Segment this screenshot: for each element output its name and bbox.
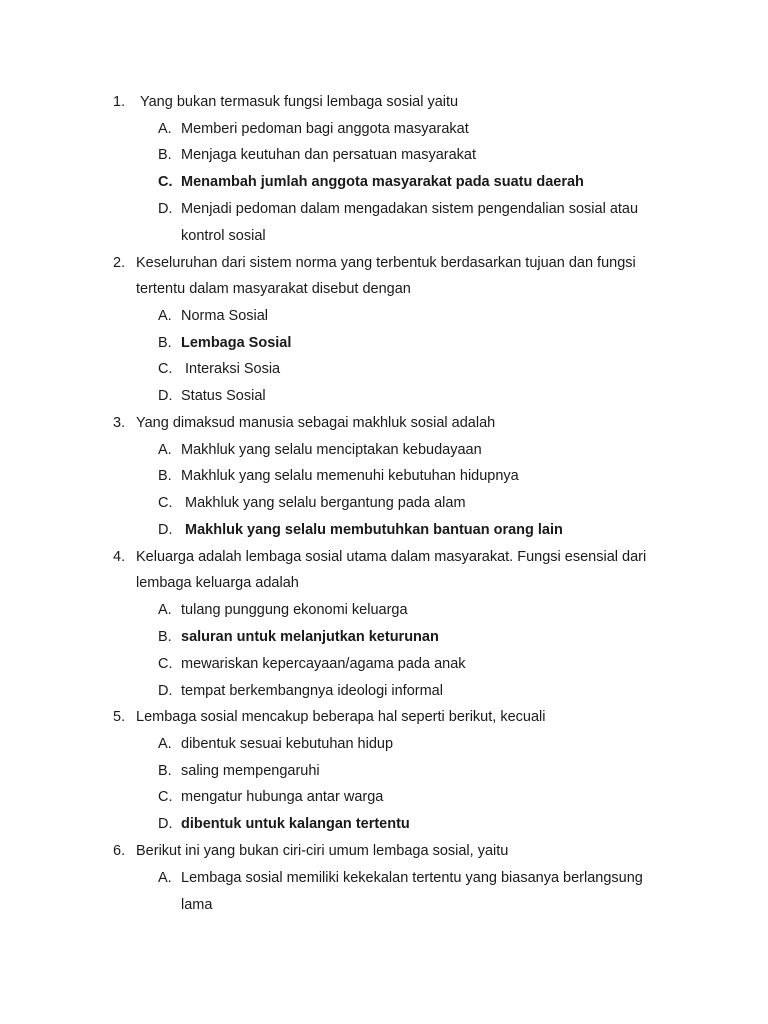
option-text: Menjadi pedoman dalam mengadakan sistem pengendalian sosial atau xyxy=(181,201,639,217)
question-number: 4. xyxy=(113,549,126,565)
option-text: Menjaga keutuhan dan persatuan masyarakat xyxy=(181,147,477,163)
option-text: tulang punggung ekonomi keluarga xyxy=(181,602,408,618)
question-number: 3. xyxy=(113,415,126,431)
option-text: Makhluk yang selalu bergantung pada alam xyxy=(185,495,466,511)
option-letter: A. xyxy=(158,121,172,137)
option-letter: A. xyxy=(158,736,172,752)
option-text: Memberi pedoman bagi anggota masyarakat xyxy=(181,121,469,137)
option-letter: C. xyxy=(158,174,173,190)
option-letter: D. xyxy=(158,388,173,404)
option-text: kontrol sosial xyxy=(181,228,266,244)
question-number: 1. xyxy=(113,94,126,110)
question-text: Yang dimaksud manusia sebagai makhluk sosial adalah xyxy=(136,415,496,431)
option-letter: A. xyxy=(158,308,172,324)
question-text: lembaga keluarga adalah xyxy=(136,575,299,591)
option-text: tempat berkembangnya ideologi informal xyxy=(181,683,443,699)
option-text: dibentuk untuk kalangan tertentu xyxy=(181,816,410,832)
option-text: Makhluk yang selalu membutuhkan bantuan orang lain xyxy=(185,522,563,538)
option-letter: D. xyxy=(158,816,173,832)
option-letter: A. xyxy=(158,870,172,886)
option-letter: C. xyxy=(158,361,173,377)
question-text: Berikut ini yang bukan ciri-ciri umum lembaga sosial, yaitu xyxy=(136,843,509,859)
option-letter: B. xyxy=(158,468,172,484)
option-letter: C. xyxy=(158,656,173,672)
option-text: saluran untuk melanjutkan keturunan xyxy=(181,629,439,645)
option-letter: D. xyxy=(158,683,173,699)
option-text: saling mempengaruhi xyxy=(181,763,320,779)
option-text: dibentuk sesuai kebutuhan hidup xyxy=(181,736,394,752)
question-text: tertentu dalam masyarakat disebut dengan xyxy=(136,281,411,297)
option-letter: B. xyxy=(158,147,172,163)
option-text: Norma Sosial xyxy=(181,308,269,324)
question-number: 6. xyxy=(113,843,126,859)
option-text: Status Sosial xyxy=(181,388,266,404)
option-letter: D. xyxy=(158,522,173,538)
question-number: 5. xyxy=(113,709,126,725)
option-text: mengatur hubunga antar warga xyxy=(181,789,384,805)
option-text: Makhluk yang selalu menciptakan kebudayaan xyxy=(181,442,482,458)
option-text: lama xyxy=(181,897,213,913)
question-text: Keseluruhan dari sistem norma yang terbentuk berdasarkan tujuan dan fungsi xyxy=(136,255,636,271)
option-text: Makhluk yang selalu memenuhi kebutuhan hidupnya xyxy=(181,468,519,484)
option-text: Interaksi Sosia xyxy=(185,361,281,377)
question-text: Yang bukan termasuk fungsi lembaga sosial yaitu xyxy=(140,94,459,110)
option-letter: C. xyxy=(158,495,173,511)
option-letter: C. xyxy=(158,789,173,805)
question-text: Keluarga adalah lembaga sosial utama dalam masyarakat. Fungsi esensial dari xyxy=(136,549,647,565)
option-text: Lembaga sosial memiliki kekekalan tertentu yang biasanya berlangsung xyxy=(181,870,643,886)
option-text: mewariskan kepercayaan/agama pada anak xyxy=(181,656,466,672)
option-letter: B. xyxy=(158,629,172,645)
option-text: Menambah jumlah anggota masyarakat pada suatu daerah xyxy=(181,174,584,190)
option-letter: D. xyxy=(158,201,173,217)
option-letter: B. xyxy=(158,763,172,779)
option-letter: A. xyxy=(158,602,172,618)
option-letter: A. xyxy=(158,442,172,458)
option-letter: B. xyxy=(158,335,172,351)
question-text: Lembaga sosial mencakup beberapa hal seperti berikut, kecuali xyxy=(136,709,546,725)
question-number: 2. xyxy=(113,255,126,271)
option-text: Lembaga Sosial xyxy=(181,335,292,351)
